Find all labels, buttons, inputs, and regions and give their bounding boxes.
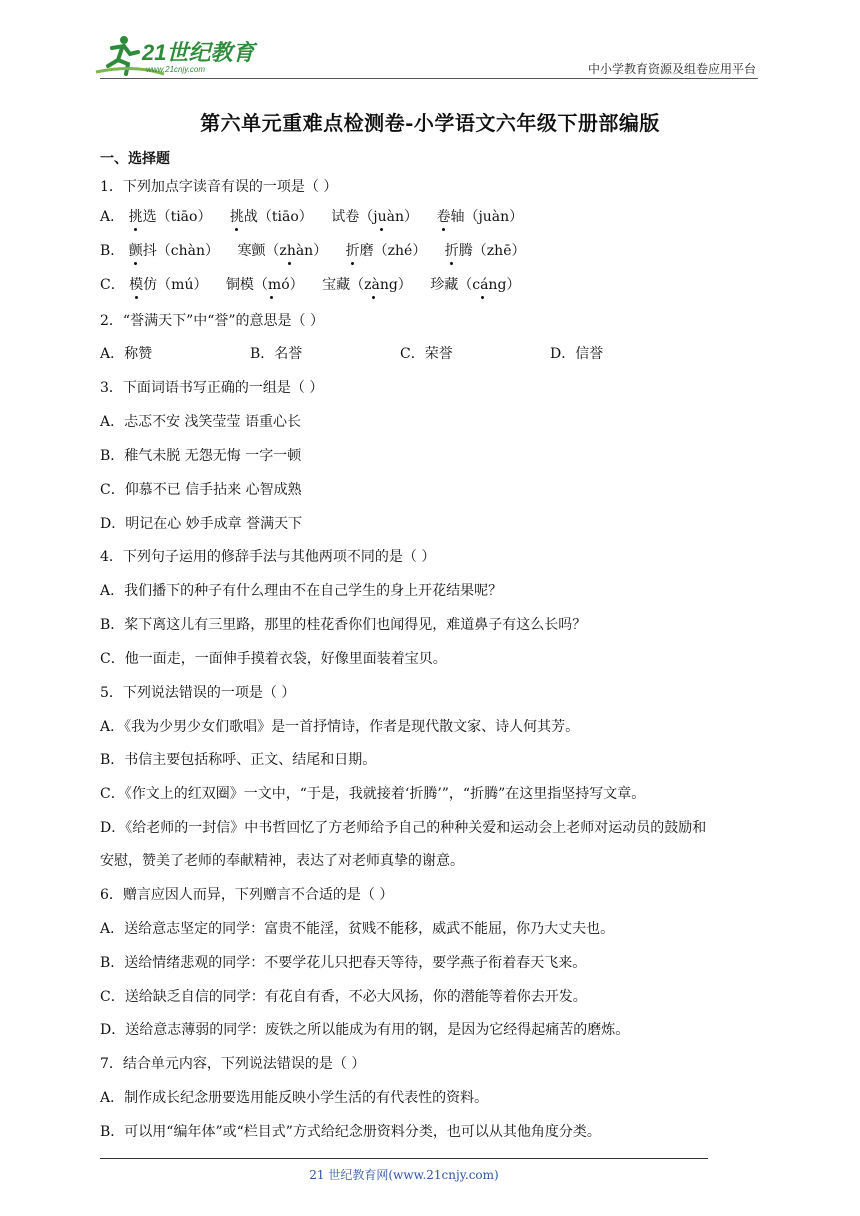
header-platform-text: 中小学教育资源及组卷应用平台 xyxy=(587,62,756,76)
question-6-option-b: B．送给情绪悲观的同学：不要学花儿只把春天等待，要学燕子衔着春天飞来。 xyxy=(100,955,587,971)
logo-url: www.21cnjy.com xyxy=(146,65,205,74)
question-5-option-d: D．《给老师的一封信》中书哲回忆了方老师给予自己的种种关爱和运动会上老师对运动员的鼓励和 xyxy=(100,820,707,836)
option-item: 折磨（zhé） xyxy=(346,240,427,260)
page-title: 第六单元重难点检测卷-小学语文六年级下册部编版 xyxy=(200,111,660,135)
question-6-option-a: A．送给意志坚定的同学：富贵不能淫，贫贱不能移，威武不能屈，你乃大丈夫也。 xyxy=(100,921,615,937)
option-item: 挑战（tiāo） xyxy=(230,206,313,226)
option-item: 铜模（mó） xyxy=(226,274,304,294)
question-4-stem: 4．下列句子运用的修辞手法与其他两项不同的是（ ） xyxy=(100,549,436,565)
footer-divider xyxy=(100,1158,708,1159)
question-5-option-d-continued: 安慰，赞美了老师的奉献精神，表达了对老师真挚的谢意。 xyxy=(100,853,464,869)
question-5-option-a: A．《我为少男少女们歌唱》是一首抒情诗，作者是现代散文家、诗人何其芳。 xyxy=(100,719,580,735)
question-5-stem: 5．下列说法错误的一项是（ ） xyxy=(100,685,296,701)
option-label: B． xyxy=(100,243,125,259)
question-3-option-b: B．稚气未脱 无怨无悔 一字一顿 xyxy=(100,448,302,464)
section-heading: 一、选择题 xyxy=(100,151,170,167)
question-1-option-c xyxy=(100,274,520,294)
option-item: 寒颤（zhàn） xyxy=(237,240,327,260)
option-item: 挑选（tiāo） xyxy=(129,206,212,226)
question-7-stem: 7．结合单元内容，下列说法错误的是（ ） xyxy=(100,1056,366,1072)
question-6-option-c: C．送给缺乏自信的同学：有花自有香，不必大风扬，你的潜能等着你去开发。 xyxy=(100,989,587,1005)
header-divider xyxy=(100,78,758,79)
question-1-option-b xyxy=(100,240,525,260)
logo-21cnjy xyxy=(94,34,264,78)
question-3-option-c: C．仰慕不已 信手拈来 心智成熟 xyxy=(100,482,302,498)
question-2-option-b: B．名誉 xyxy=(250,346,303,362)
question-2-option-c: C．荣誉 xyxy=(400,346,453,362)
question-3-stem: 3．下面词语书写正确的一组是（ ） xyxy=(100,380,324,396)
question-6-option-d: D．送给意志薄弱的同学：废铁之所以能成为有用的钢，是因为它经得起痛苦的磨炼。 xyxy=(100,1022,630,1038)
footer-text: 21 世纪教育网(www.21cnjy.com) xyxy=(309,1168,499,1182)
question-2-option-a: A．称赞 xyxy=(100,346,153,362)
question-1-stem: 1．下列加点字读音有误的一项是（ ） xyxy=(100,179,338,195)
question-7-option-a: A．制作成长纪念册要选用能反映小学生活的有代表性的资料。 xyxy=(100,1090,489,1106)
question-5-option-c: C．《作文上的红双圈》一文中，“于是，我就接着‘折腾’”，“折腾”在这里指坚持写文章。 xyxy=(100,786,646,802)
option-item: 试卷（juàn） xyxy=(331,206,418,226)
option-item: 颤抖（chàn） xyxy=(129,240,219,260)
logo-text: 21世纪教育 xyxy=(142,40,255,65)
option-item: 折腾（zhē） xyxy=(445,240,526,260)
question-3-option-a: A．忐忑不安 浅笑莹莹 语重心长 xyxy=(100,414,302,430)
question-4-option-c: C．他一面走，一面伸手摸着衣袋，好像里面装着宝贝。 xyxy=(100,651,447,667)
question-4-option-a: A．我们播下的种子有什么理由不在自己学生的身上开花结果呢？ xyxy=(100,583,503,599)
option-item: 卷轴（juàn） xyxy=(436,206,523,226)
question-6-stem: 6．赠言应因人而异，下列赠言不合适的是（ ） xyxy=(100,887,394,903)
question-1-option-a xyxy=(100,206,523,226)
question-4-option-b: B．桨下离这儿有三里路，那里的桂花香你们也闻得见，难道鼻子有这么长吗？ xyxy=(100,617,587,633)
option-label: C． xyxy=(100,277,125,293)
option-label: A． xyxy=(100,209,125,225)
question-3-option-d: D．明记在心 妙手成章 誉满天下 xyxy=(100,516,303,532)
option-item: 珍藏（cáng） xyxy=(430,274,520,294)
question-5-option-b: B．书信主要包括称呼、正文、结尾和日期。 xyxy=(100,752,377,768)
option-item: 宝藏（zàng） xyxy=(322,274,412,294)
question-2-option-d: D．信誉 xyxy=(550,346,604,362)
question-2-stem: 2．“誉满天下”中“誉”的意思是（ ） xyxy=(100,313,324,329)
option-item: 模仿（mú） xyxy=(129,274,207,294)
question-7-option-b: B．可以用“编年体”或“栏目式”方式给纪念册资料分类，也可以从其他角度分类。 xyxy=(100,1124,601,1140)
